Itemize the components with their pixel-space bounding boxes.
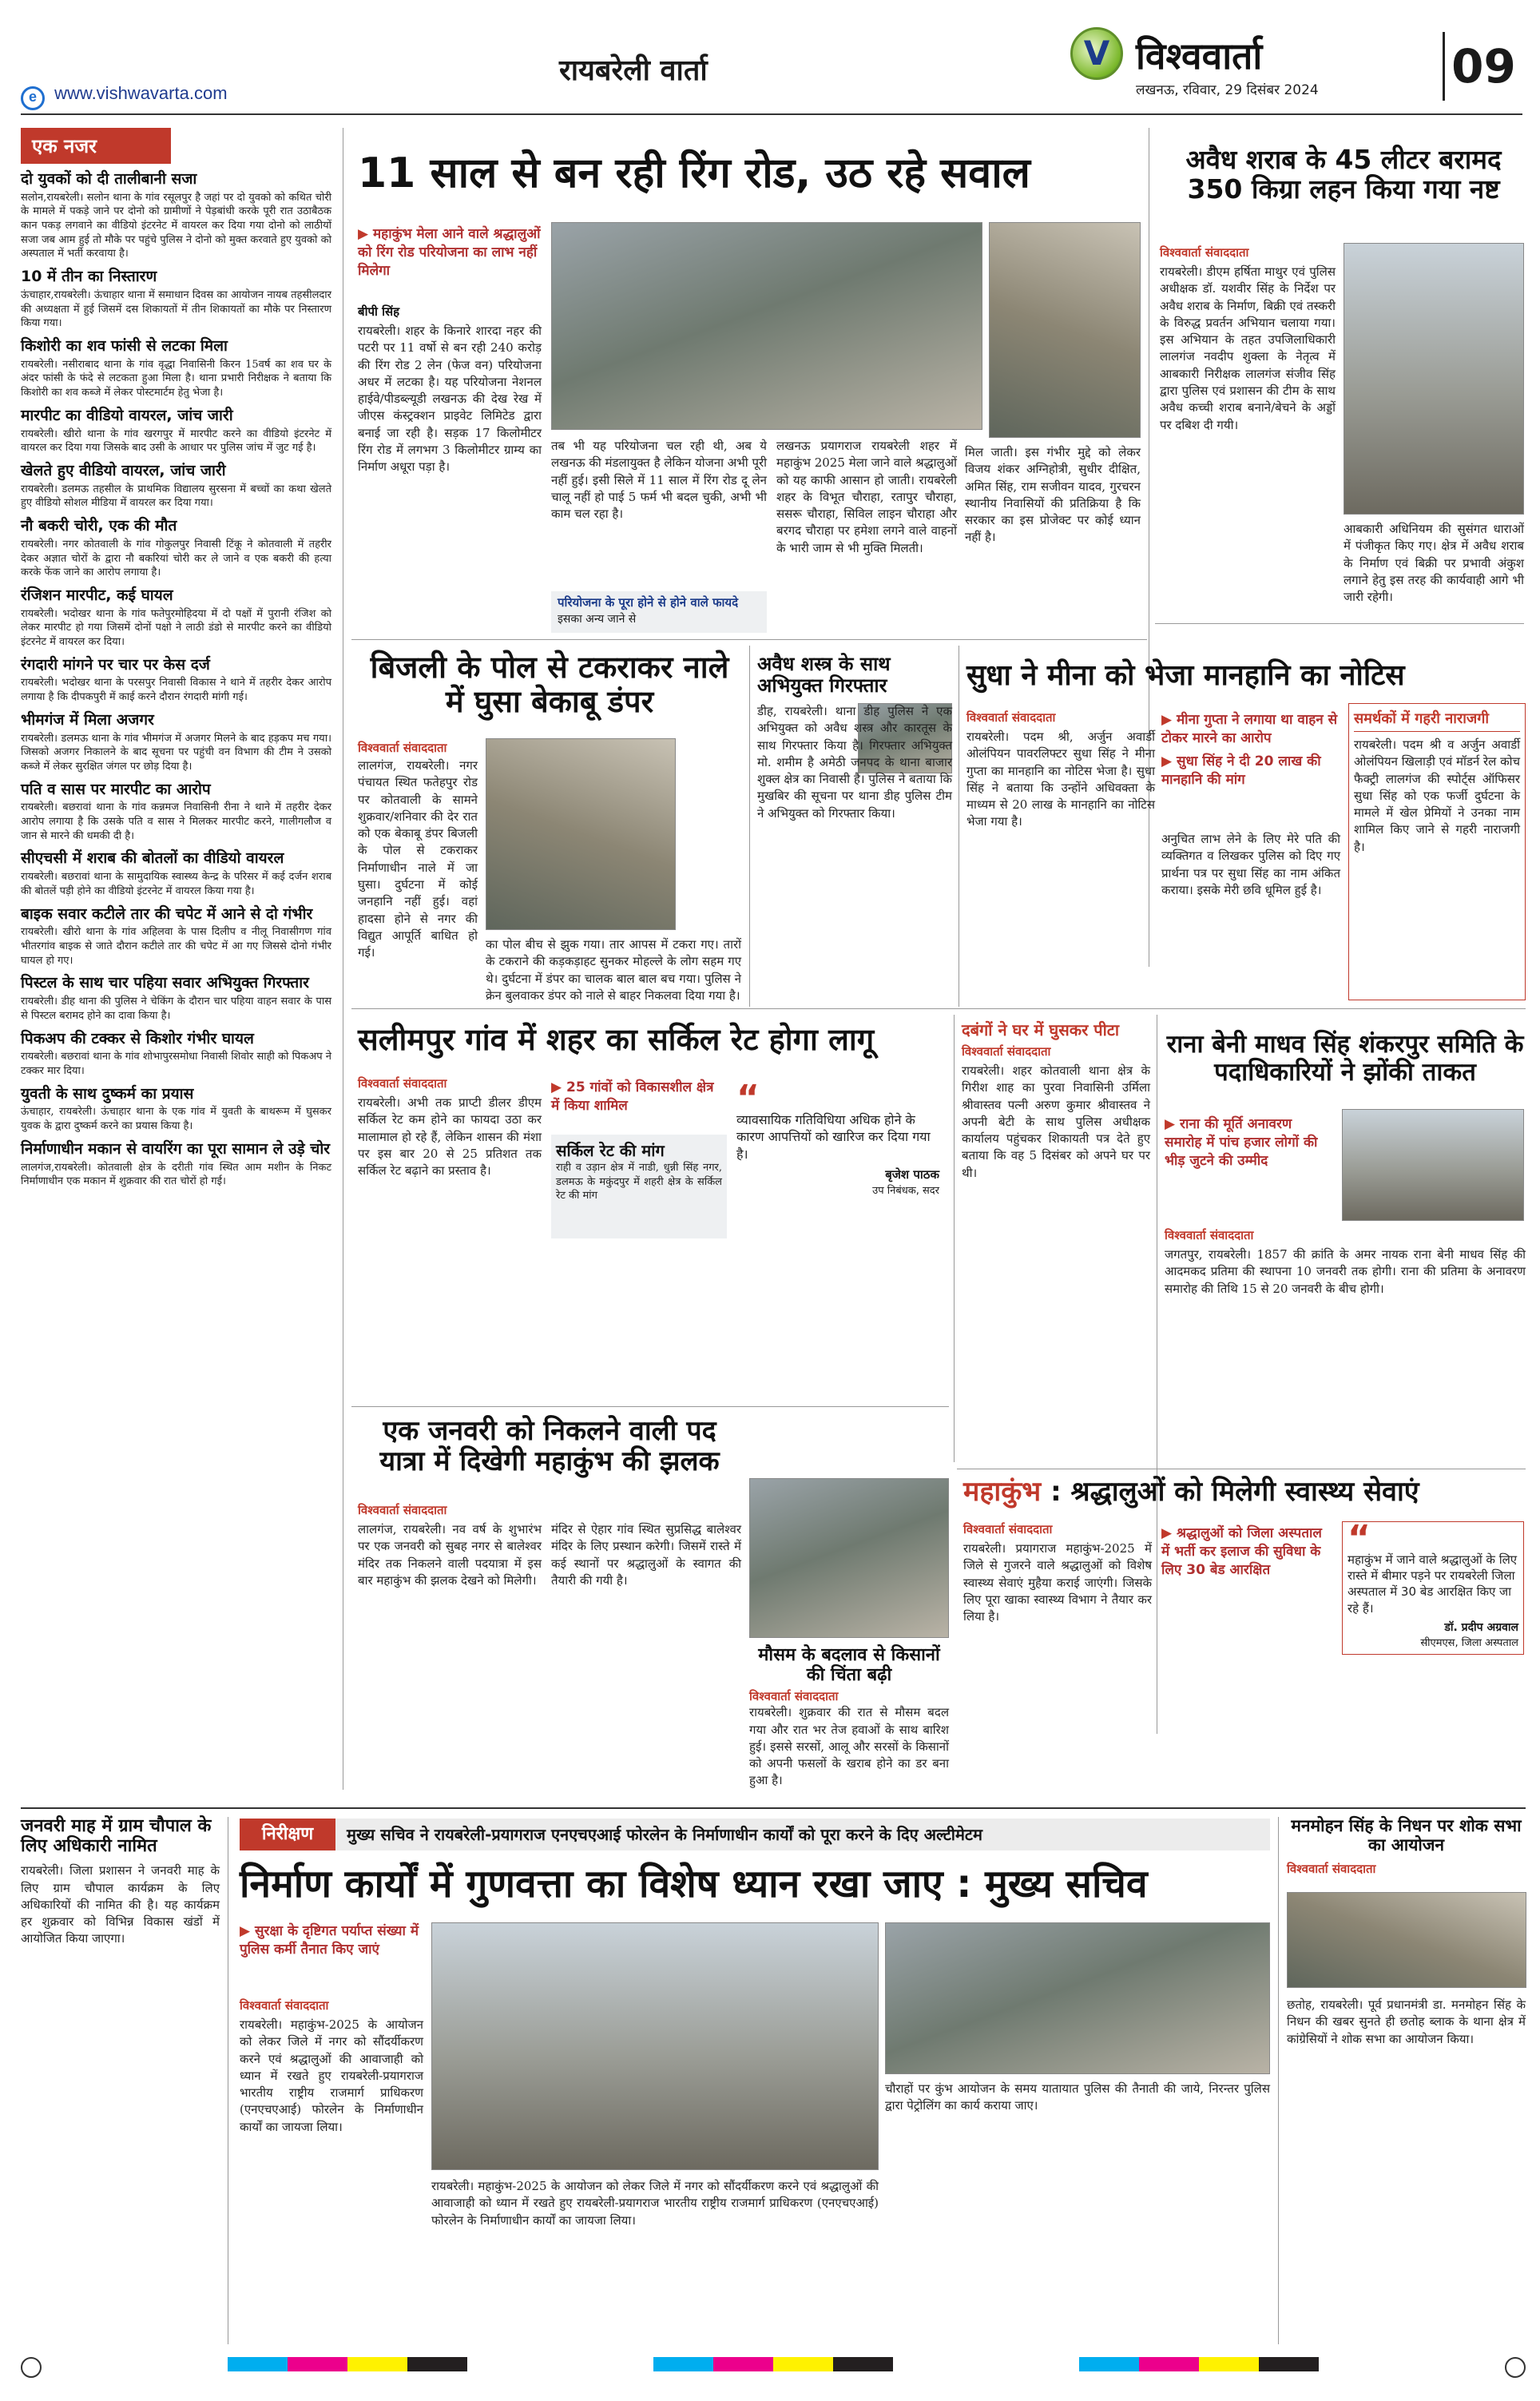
- pole-photo: [486, 738, 676, 930]
- chief-secretary-photo-2: [885, 1922, 1270, 2074]
- brief-title: नौ बकरी चोरी, एक की मौत: [21, 517, 177, 535]
- salempur-quote-text: व्यावसायिक गतिविधिया अधिक होने के कारण आपत्तियों को खारिज कर दिया गया है।: [736, 1111, 931, 1162]
- rana-text: जगतपुर, रायबरेली। 1857 की क्रांति के अमर नायक राना बेनी माधव सिंह की आदमकद प्रतिमा की स्थापना 10 जनवरी तक होगी। राना की प्रतिमा के अनावरण समारोह की तिथि 15 से 20 जनवरी के बीच होगी।: [1165, 1247, 1526, 1296]
- inspection-text: मुख्य सचिव ने रायबरेली-प्रयागराज एनएचएआई फोरलेन के निर्माणाधीन कार्यों को पूरा करने के दिए अल्टीमेटम: [347, 1825, 982, 1844]
- mahakumbh-headline: एक जनवरी को निकलने वाली पद यात्रा में दिखेगी महाकुंभ की झलक: [379, 1415, 720, 1478]
- health-byline: विश्ववार्ता संवाददाता: [963, 1522, 1053, 1536]
- v-logo-icon: V: [1070, 27, 1123, 80]
- manmohan-byline: विश्ववार्ता संवाददाता: [1287, 1862, 1376, 1877]
- supporters-headline: समर्थकों में गहरी नाराजगी: [1354, 709, 1520, 732]
- lead-callout: [551, 591, 767, 633]
- color-bar: [1079, 2357, 1319, 2371]
- brief-text: ऊंचाहार, रायबरेली। ऊंचाहार थाना के एक गांव में युवती के बाथरूम में घुसकर युवक के द्वारा दुष्कर्म करने का प्रयास किया है।: [21, 1106, 331, 1133]
- pole-text-2: का पोल बीच से झुक गया। तार आपस में टकरा गए। तारों के टकराने की कड़कड़ाहट सुनकर मोहल्ले के लोग सहम गए थे। दुर्घटना में डंपर का चालक बाल बाल बच गया। पुलिस ने क्रेन बुलवाकर डंपर को नाले से बाहर निकलवा दिया गया है।: [486, 937, 741, 1003]
- brief-text: रायबरेली। बछरावां थाना के सामुदायिक स्वास्थ्य केन्द्र के परिसर में कई दर्जन शराब की बोतलें पड़ी होने का वीडियो इंटरनेट में वायरल किया गया है।: [21, 871, 331, 897]
- sudha-bullets: [1161, 711, 1340, 789]
- sudha-bullet: ▶ मीना गुप्ता ने लगाया था वाहन से टोकर मारने का आरोप: [1161, 712, 1338, 746]
- health-headline-a: महाकुंभ: [963, 1476, 1042, 1508]
- section-title: रायबरेली वार्ता: [559, 54, 708, 87]
- quote-icon: “: [736, 1078, 760, 1119]
- rana-bullet: ▶ राना की मूर्ति अनावरण समारोह में पांच हजार लोगों की भीड़ जुटने की उम्मीद: [1165, 1116, 1318, 1169]
- pole-byline: विश्ववार्ता संवाददाता: [358, 741, 447, 755]
- brief-text: रायबरेली। भदोखर थाना के गांव फतेपुरमोहिदया में दो पक्षों में पुरानी रंजिश को लेकर मारपीट हो गया जिसमें दोनों पक्षो ने लाठी डंडो से मारपीट करने का वीडियो इंटरनेट में वायरल कर दिया।: [21, 607, 331, 649]
- brief-title: मारपीट का वीडियो वायरल, जांच जारी: [21, 406, 233, 424]
- liquor-text: रायबरेली। डीएम हर्षिता माथुर एवं पुलिस अधीक्षक डॉ. यशवीर सिंह के निर्देश पर अवैध शराब के निर्माण, बिक्री एवं तस्करी के विरुद्ध प्रवर्तन अभियान चलाया गया। इस अभियान के तहत उपजिलाधिकारी लालगंज नवदीप शुक्ला के नेतृत्व में आबकारी निरीक्षक लालगंज संजीव सिंह द्वारा पुलिस एवं प्रशासन की टीम के साथ अवैध कच्ची शराब बनाने/बेचने के अड्डों पर दबिश दी गयी।: [1160, 264, 1336, 432]
- brief-column: [21, 128, 343, 1790]
- weather-headline-visible: मौसम के बदलाव से किसानों की चिंता बढ़ी: [758, 1645, 940, 1685]
- triangle-icon: ▶: [551, 1079, 566, 1095]
- lead-text-1: रायबरेली। शहर के किनारे शारदा नहर की पटरी पर 11 वर्षो से बन रही 240 करोड़ की रिंग रोड 2 लेन (फेज वन) परियोजना अधर में लटका है। यह परियोजना नेशनल हाईवे/पीडब्ल्यूडी लखनऊ की देख रेख में जीएस कंस्ट्रक्शन प्राइवेट लिमिटेड द्वारा बनाई जा रही है। सड़क 17 किलोमीटर रिंग रोड में लगभग 3 किलोमीटर ग्राम्य का निर्माण अधूरा पड़ा है।: [358, 324, 542, 475]
- triangle-icon: ▶: [358, 226, 373, 242]
- chaupal-headline: जनवरी माह में ग्राम चौपाल के लिए अधिकारी नामित: [21, 1816, 212, 1856]
- salempur-text: रायबरेली। अभी तक प्राप्टी डीलर डीएम सर्किल रेट कम होने का फायदा उठा कर मालामाल हो रहे हैं, लेकिन शासन की मंशा पर इस बार 20 से 25 प्रतिशत तक सर्किल रेट बढ़ाने का प्रस्ताव है।: [358, 1095, 542, 1179]
- brand-name: विश्ववार्ता: [1136, 34, 1263, 78]
- sudha-text-2: अनुचित लाभ लेने के लिए मेरे पति की व्यक्तिगत व लिखकर पुलिस को दिए गए प्रार्थना पत्र पर सुधा सिंह का नाम अंकित कराया। इसके मेरी छवि धूमिल हुई है।: [1161, 832, 1340, 897]
- salempur-box: [551, 1135, 727, 1238]
- brief-text: रायबरेली। बछरावां थाना के गांव कन्नमज निवासिनी रीना ने थाने में तहरीर देकर आरोप लगाया है कि उसके पति व सास ने मिलकर मारपीट करने, गालीगलौज व जान से मारने की धमकी दी है।: [21, 801, 331, 842]
- liquor-text-2: आबकारी अधिनियम की सुसंगत धाराओं में पंजीकृत किए गए। क्षेत्र में अवैध शराब के निर्माण एवं बिक्री पर प्रभावी अंकुश लगाने हेतु इस तरह की कार्यवाही आगे भी जारी रहेगी।: [1344, 522, 1524, 605]
- registration-mark-icon: [1505, 2357, 1526, 2378]
- salempur-headline: सलीमपुर गांव में शहर का सर्किल रेट होगा लागू: [358, 1022, 875, 1057]
- pole-text: लालगंज, रायबरेली। नगर पंचायत स्थित फतेहपुर रोड पर कोतवाली के सामने शुक्रवार/शनिवार की देर रात को एक बेकाबू डंपर बिजली के पोल से टकराकर निर्माणाधीन नाले में जा घुसा। दुर्घटना में कोई जनहानि नहीं हुई। वहां हादसा होने से नगर की विद्युत आपूर्ति बाधित हो गई।: [358, 758, 478, 960]
- e-icon: e: [21, 86, 45, 110]
- salempur-box-text: राही व उड़ान क्षेत्र में नाडी, धुन्नी सिंह नगर, डलमऊ के मकुंदपुर में शहरी क्षेत्र के सर्किल रेट की मांग: [556, 1162, 722, 1202]
- masthead: [0, 0, 1540, 120]
- inspection-bar: [240, 1819, 1270, 1850]
- pole-headline: बिजली के पोल से टकराकर नाले में घुसा बेकाबू डंपर: [370, 650, 729, 719]
- brief-title: दो युवकों को दी तालीबानी सजा: [21, 170, 197, 188]
- salempur-quote: [736, 1078, 939, 1197]
- weather-block: [749, 1646, 949, 1806]
- sudha-bullet: ▶ सुधा सिंह ने दी 20 लाख की मानहानि की मांग: [1161, 753, 1321, 788]
- brief-title: पति व सास पर मारपीट का आरोप: [21, 780, 211, 798]
- supporters-text: रायबरेली। पदम श्री व अर्जुन अवार्डी ओलंपियन खिलाड़ी एवं मॉडर्न रेल कोच फैक्ट्री लालगंज की स्पोर्ट्स ऑफिसर सुधा सिंह को एक फर्जी दुर्घटना के मामले में खेल प्रेमियों ने उनका नाम शामिल किए जाने से गहरी नाराजगी है।: [1354, 737, 1520, 854]
- brief-text: रायबरेली। डीह थाना की पुलिस ने चेकिंग के दौरान चार पहिया वाहन सवार के पास से पिस्टल बरामद होने का दावा किया है।: [21, 996, 331, 1022]
- chief-secretary-deck: ▶ सुरक्षा के दृष्टिगत पर्याप्त संख्या में पुलिस कर्मी तैनात किए जाएं: [240, 1923, 419, 1958]
- sudha-byline: विश्ववार्ता संवाददाता: [966, 710, 1056, 725]
- brief-text: रायबरेली। नगर कोतवाली के गांव गोकुलपुर निवासी टिंकू ने कोतवाली में तहरीर देकर अज्ञात चोरों के द्वारा नौ बकरियां चोरी कर ले जाने व एक बकरी की हत्या करके फेंक जाने का आरोप लगाया है।: [21, 538, 331, 579]
- brief-text: सलोन,रायबरेली। सलोन थाना के गांव रसूलपुर है जहां पर दो युवको को कथित चोरी के मामले में पकड़े जाने पर दोनो को ग्रामीणों ने पेड़बांधी करके पूरी रात उठाबैठक कान पकड़ लगवाने का वीडियो इंटरनेट में वायरल कर दिया गया दोनो को लाठीयों सजा जब आम हुई तो मौके पर पहुंचे पुलिस ने दोनो को मुक्त करवाते हुए युवको को अस्पताल में भर्ती करवाया है।: [21, 191, 331, 260]
- salempur-quote-by: बृजेश पाठक: [885, 1167, 939, 1182]
- triangle-icon: ▶: [240, 1923, 255, 1939]
- health-text: रायबरेली। प्रयागराज महाकुंभ-2025 में जिले से गुजरने वाले श्रद्धालुओं को विशेष स्वास्थ्य सेवाएं मुहैया कराई जाएंगी। जिसके लिए पूरा खाका स्वास्थ्य विभाग ने तैयार कर लिया है।: [963, 1541, 1152, 1624]
- lead-byline: बीपी सिंह: [358, 304, 400, 319]
- triangle-icon: ▶: [1161, 753, 1177, 769]
- supporters-box: [1348, 703, 1526, 1000]
- chaupal-story: [21, 1817, 228, 2344]
- brief-text: ऊंचाहार,रायबरेली। ऊंचाहार थाना में समाधान दिवस का आयोजन नायब तहसीलदार की अध्यक्षता में हुई जिसमें दस शिकायतों में तीन शिकायतों का मौके पर निस्तारण किया गया।: [21, 288, 331, 330]
- lead-deck-block: [358, 225, 542, 280]
- brand-logo: [1070, 27, 1422, 99]
- weather-byline: विश्ववार्ता संवाददाता: [749, 1689, 839, 1704]
- brief-heading: एक नजर: [21, 128, 171, 164]
- inspection-label: निरीक्षण: [240, 1819, 335, 1850]
- color-bar: [228, 2357, 467, 2371]
- chaupal-text: रायबरेली। जिला प्रशासन ने जनवरी माह के लिए ग्राम चौपाल कार्यक्रम के लिए अधिकारियों की नामित की है। यह कार्यक्रम हर शुक्रवार को विभिन्न विकास खंडों में आयोजित किया जाएगा।: [21, 1863, 220, 1946]
- chief-secretary-headline: निर्माण कार्यों में गुणवत्ता का विशेष ध्यान रखा जाए : मुख्य सचिव: [240, 1862, 1148, 1906]
- mahakumbh-text: लालगंज, रायबरेली। नव वर्ष के शुभारंभ पर एक जनवरी को सुबह नगर से बालेश्वर मंदिर तक निकलने वाली पदयात्रा में इस बार महाकुंभ की झलक देखने को मिलेगी।: [358, 1522, 542, 1588]
- brief-title: 10 में तीन का निस्तारण: [21, 268, 157, 286]
- lead-photo: [551, 222, 982, 430]
- health-headline-b: : श्रद्धालुओं को मिलेगी स्वास्थ्य सेवाएं: [1050, 1476, 1419, 1508]
- callout-label: परियोजना के पूरा होने से होने वाले फायदे: [558, 595, 739, 610]
- brief-title: बाइक सवार कटीले तार की चपेट में आने से दो गंभीर: [21, 904, 313, 923]
- page-number: 09: [1443, 32, 1522, 101]
- triangle-icon: ▶: [1161, 1525, 1177, 1541]
- rana-byline: विश्ववार्ता संवाददाता: [1165, 1228, 1254, 1242]
- mahakumbh-photo: [749, 1478, 949, 1638]
- manmohan-headline: मनमोहन सिंह के निधन पर शोक सभा का आयोजन: [1291, 1816, 1522, 1854]
- salempur-box-title: सर्किल रेट की मांग: [556, 1141, 665, 1160]
- robbery-text: रायबरेली। शहर कोतवाली थाना क्षेत्र के गिरीश शाह का पुरवा निवासिनी उर्मिला श्रीवास्तव पत्नी अरुण कुमार श्रीवास्तव ने अपनी बेटी के साथ पुलिस अधीक्षक कार्यालय पहुंचकर शिकायती पत्र देते हुए बताया कि वह 5 दिसंबर को अपने घर पर थी।: [962, 1063, 1150, 1180]
- arms-text: डीह, रायबरेली। थाना डीह पुलिस ने एक अभियुक्त को अवैध शस्त्र और कारतूस के साथ गिरफ्तार किया है। गिरफ्तार अभियुक्त मो. शमीम है अमेठी जनपद के थाना बाजार शुक्ल क्षेत्र का निवासी है। पुलिस ने बताया कि मुखबिर की सूचना पर थाना डीह पुलिस टीम ने अभियुक्त को गिरफ्तार किया।: [757, 704, 952, 821]
- callout-text: इसका अन्य जाने से: [558, 613, 637, 626]
- masthead-rule: [21, 113, 1522, 115]
- health-bullet: ▶ श्रद्धालुओं को जिला अस्पताल में भर्ती कर इलाज की सुविधा के लिए 30 बेड आरक्षित: [1161, 1525, 1322, 1578]
- health-quote-role: सीएमएस, जिला अस्पताल: [1420, 1636, 1518, 1649]
- triangle-icon: ▶: [1165, 1116, 1180, 1132]
- sudha-headline: सुधा ने मीना को भेजा मानहानि का नोटिस: [966, 659, 1405, 692]
- health-quote-text: महाकुंभ में जाने वाले श्रद्धालुओं के लिए रास्ते में बीमार पड़ने पर रायबरेली जिला अस्पताल में 30 बेड आरक्षित किए जा रहे हैं।: [1348, 1552, 1518, 1616]
- brief-title: पिस्टल के साथ चार पहिया सवार अभियुक्त गिरफ्तार: [21, 974, 309, 992]
- rana-photo: [1342, 1109, 1524, 1221]
- bottom-rule: [21, 1807, 1526, 1809]
- registration-strip: [21, 2357, 1526, 2381]
- brief-text: लालगंज,रायबरेली। कोतवाली क्षेत्र के दरीती गांव स्थित आम मशीन के निकट निर्माणाधीन एक मकान में शुक्रवार की रात चोरों हो गई।: [21, 1161, 331, 1188]
- liquor-byline: विश्ववार्ता संवाददाता: [1160, 245, 1249, 260]
- chief-secretary-text-2: चौराहों पर कुंभ आयोजन के समय यातायात पुलिस की तैनाती की जाये, निरन्तर पुलिस द्वारा पेट्रोलिंग का कार्य कराया जाए।: [885, 2081, 1270, 2113]
- brief-text: रायबरेली। नसीराबाद थाना के गांव वृद्धा निवासिनी किरन 15वर्ष का शव घर के अंदर फांसी के फंदे से लटकता हुआ मिला है। थाना प्रभारी निरीक्षक ने बताया कि किशोरी का शव कब्जे में लेकर पोस्टमार्टम हेतु भेजा है।: [21, 358, 331, 400]
- sudha-text: रायबरेली। पदम श्री, अर्जुन अवार्डी ओलंपियन पावरलिफ्टर सुधा सिंह ने मीना गुप्ता का मानहानि का नोटिस भेजा है। सुधा सिंह ने बताया कि उन्होंने अधिवक्ता के माध्यम से 20 लाख के मानहानि का नोटिस भेजा गया है।: [966, 729, 1155, 829]
- chief-secretary-byline: विश्ववार्ता संवाददाता: [240, 1998, 329, 2013]
- brief-text: रायबरेली। डलमऊ तहसील के प्राथमिक विद्यालय सुरसना में बच्चों का कथा खेलते हुए वीडियो सोशल मीडिया में वायरल कर दिया गया।: [21, 483, 331, 510]
- brief-text: रायबरेली। भदोखर थाना के परसपुर निवासी विकास ने थाने में तहरीर देकर आरोप लगाया है कि दीपकपुरी में काई करने दौरान रंगदारी मांगी गई।: [21, 677, 331, 704]
- robbery-rule: [954, 1015, 955, 1462]
- lead-photo-inset: [989, 222, 1141, 438]
- brief-text: रायबरेली। बछरावां थाना के गांव शोभापुरसमोधा निवासी शिवोर साही को पिकअप ने टक्कर मार दिया।: [21, 1051, 331, 1078]
- manmohan-text: छतोह, रायबरेली। पूर्व प्रधानमंत्री डा. मनमोहन सिंह के निधन की खबर सुनते ही छतोह ब्लाक के थाना क्षेत्र में कांग्रेसियों ने शोक सभा का आयोजन किया।: [1287, 1998, 1526, 2046]
- color-bar: [653, 2357, 893, 2371]
- salempur-quote-role: उप निबंधक, सदर: [872, 1184, 939, 1197]
- brief-title: खेलते हुए वीडियो वायरल, जांच जारी: [21, 461, 226, 479]
- liquor-rule: [1155, 623, 1524, 624]
- robbery-byline: विश्ववार्ता संवाददाता: [962, 1044, 1051, 1059]
- lead-text-3: लखनऊ प्रयागराज रायबरेली शहर में महाकुंभ 2025 मेला जाने वाले श्रद्धालुओं को यह काफी आसान हो जाती। रायबरेली शहर के विभूत चौराहा, रतापुर चौराहा, ससरू चौराहा, सिविल लाइन चौराहा और बरगद चौराहा पर हमेशा लगने वाले वाहनों के भारी जाम से भी मुक्ति मिलती।: [776, 439, 957, 555]
- salempur-deck: ▶ 25 गांवों को विकासशील क्षेत्र में किया शामिल: [551, 1079, 714, 1114]
- mid-rule-2: [351, 1406, 949, 1407]
- triangle-icon: ▶: [1161, 712, 1177, 728]
- health-quote-by: डॉ. प्रदीप अग्रवाल: [1444, 1620, 1518, 1634]
- salempur-byline: विश्ववार्ता संवाददाता: [358, 1076, 447, 1091]
- weather-text: रायबरेली। शुक्रवार की रात से मौसम बदल गया और रात भर तेज हवाओं के साथ बारिश हुई। इससे सरसों, आलू और सरसों के किसानों को अपनी फसलों के खराब होने का डर बना हुआ है।: [749, 1705, 949, 1788]
- lead-text-4: मिल जाती। इस गंभीर मुद्दे को लेकर विजय शंकर अग्निहोत्री, सुधीर दीक्षित, अमित सिंह, राम सजीवन यादव, गुरचरन स्थानीय निवासियों की प्रतिक्रिया है कि सरकार का इस प्रोजेक्ट पर कोई ध्यान नहीं है।: [965, 445, 1141, 545]
- manmohan-story: [1278, 1817, 1526, 2344]
- brief-title: रंजिशन मारपीट, कई घायल: [21, 586, 173, 604]
- arms-headline: अवैध शस्त्र के साथ अभियुक्त गिरफ्तार: [757, 653, 891, 697]
- website-link[interactable]: e www.vishwavarta.com: [21, 83, 228, 110]
- chief-secretary-photo-1: [431, 1922, 879, 2170]
- manmohan-photo: [1287, 1892, 1526, 1988]
- liquor-photo: [1344, 243, 1524, 515]
- chief-secretary-text-3: रायबरेली। महाकुंभ-2025 के आयोजन को लेकर जिले में नगर को सौंदर्यीकरण करने एवं श्रद्धालुओं की आवाजाही को ध्यान में रखते हुए रायबरेली-प्रयागराज भारतीय राष्ट्रीय राजमार्ग प्राधिकरण (एनएचएआई) फोरलेन के निर्माणाधीन कार्यों का जायजा लिया।: [431, 2179, 879, 2228]
- chief-secretary-text: रायबरेली। महाकुंभ-2025 के आयोजन को लेकर जिले में नगर को सौंदर्यीकरण करने एवं श्रद्धालुओं की आवाजाही को ध्यान में रखते हुए रायबरेली-प्रयागराज भारतीय राष्ट्रीय राजमार्ग प्राधिकरण (एनएचएआई) फोरलेन के निर्माणाधीन कार्यों का जायजा लिया।: [240, 2017, 423, 2134]
- brief-title: रंगदारी मांगने पर चार पर केस दर्ज: [21, 655, 210, 674]
- brief-title: पिकअप की टक्कर से किशोर गंभीर घायल: [21, 1029, 254, 1047]
- brief-text: रायबरेली। खीरो थाना के गांव अहिलवा के पास दिलीप व नीलू निवासीगण गांव भीतरगांव बाइक से जाते दौरान कटीले तार की चपेट में आ गए जिससे दोनो गंभीर घायल हो गए।: [21, 926, 331, 967]
- brief-title: भीमगंज में मिला अजगर: [21, 710, 154, 729]
- brief-text: रायबरेली। खीरो थाना के गांव खरगपुर में मारपीट करने का वीडियो इंटरनेट में वायरल कर दिया गया जिसके बाद उसी के आधार पर पुलिस जांच में जुट गई है।: [21, 427, 331, 455]
- health-quote: [1342, 1518, 1524, 1655]
- dateline: लखनऊ, रविवार, 29 दिसंबर 2024: [1136, 82, 1319, 98]
- registration-mark-icon: [21, 2357, 42, 2378]
- mahakumbh-text-2: मंदिर से ऐहार गांव स्थित सुप्रसिद्ध बालेश्वर मंदिर के लिए प्रस्थान करेगी। जिसमें रास्ते में कई स्थानों पर श्रद्धालुओं के स्वागत की तैयारी की गयी है।: [551, 1522, 741, 1588]
- mahakumbh-byline: विश्ववार्ता संवाददाता: [358, 1503, 447, 1517]
- rana-headline: राना बेनी माधव सिंह शंकरपुर समिति के पदाधिकारियों ने झोंकी ताकत: [1166, 1030, 1524, 1087]
- brief-title: किशोरी का शव फांसी से लटका मिला: [21, 336, 228, 355]
- lead-rule: [351, 639, 1147, 640]
- brief-title: सीएचसी में शराब की बोतलों का वीडियो वायरल: [21, 849, 284, 868]
- mid-rule-1: [351, 1008, 1526, 1009]
- arms-rule: [749, 646, 750, 1007]
- brief-text: रायबरेली। डलमऊ थाना के गांव भीमगंज में अजगर मिलने के बाद हड़कप मच गया। जिसको अजगर निकालने के बाद सूचना पर पहुंची वन विभाग की टीम ने उसको कब्जे में लेकर सुरक्षित जंगल पर छोड़ दिया है।: [21, 732, 331, 773]
- quote-icon: “: [1348, 1518, 1371, 1559]
- lead-deck: ▶ महाकुंभ मेला आने वाले श्रद्धालुओं को रिंग रोड परियोजना का लाभ नहीं मिलेगा: [358, 226, 541, 279]
- health-headline: [963, 1477, 1526, 1507]
- lead-text-2: तब भी यह परियोजना चल रही थी, अब ये लखनऊ की मंडलायुक्त है लेकिन योजना अभी पूरी नहीं हुई। इसी सिले में 11 साल में रिंग रोड दू लेन चालू नहीं हो पाई 5 फर्म भी बदल चुकी, अभी भी काम चल रहा है।: [551, 439, 767, 522]
- lead-headline: 11 साल से बन रही रिंग रोड, उठ रहे सवाल: [358, 149, 1030, 197]
- brief-title: युवती के साथ दुष्कर्म का प्रयास: [21, 1084, 194, 1103]
- robbery-headline: दबंगों ने घर में घुसकर पीटा: [962, 1020, 1120, 1040]
- brief-title: निर्माणाधीन मकान से वायरिंग का पूरा सामान ले उड़े चोर: [21, 1139, 331, 1158]
- liquor-headline: अवैध शराब के 45 लीटर बरामद 350 किग्रा लहन किया गया नष्ट: [1185, 144, 1502, 205]
- brief-list: [21, 170, 331, 1189]
